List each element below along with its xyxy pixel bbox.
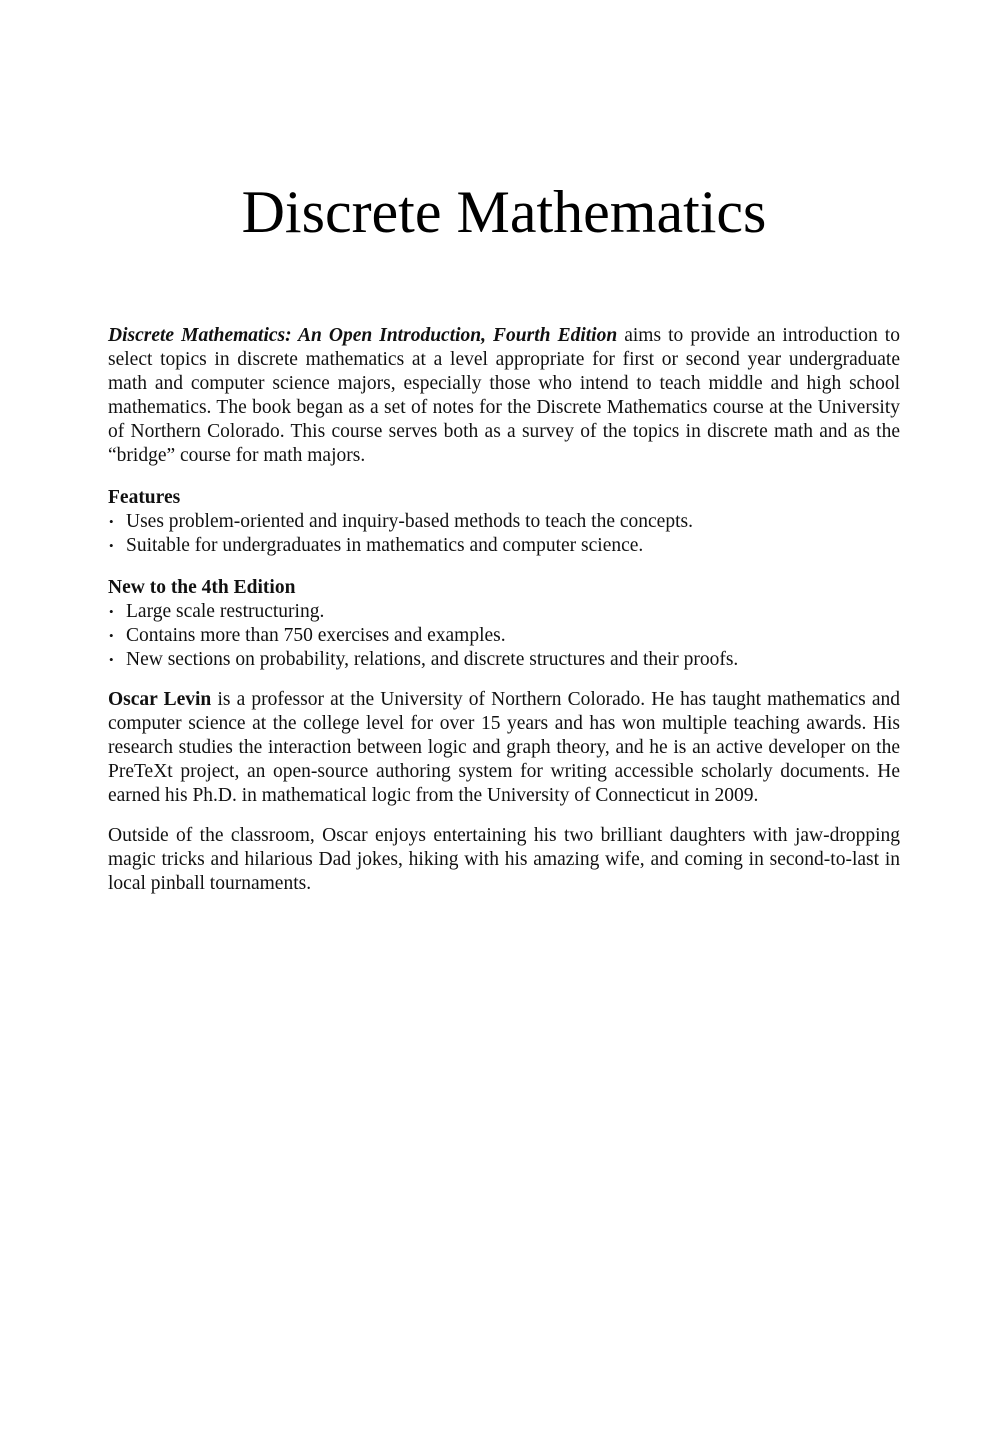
cover-text [108, 324, 900, 896]
features-heading: Features [108, 487, 181, 508]
bullet-icon: • [109, 514, 114, 529]
bullet-icon: • [109, 604, 114, 619]
bullet-icon: • [109, 538, 114, 553]
book-title: Discrete Mathematics: An Open Introduction, Fourth Edition [108, 325, 618, 346]
intro-text: aims to provide an introduction to select topics in discrete mathematics at a level appropriate for first or second year undergraduate math and computer science majors, especially those who intend to teach middle and high school mathematics. The book began as a set of notes for the Discrete Mathematics course at the University of Northern Colorado. This course serves both as a survey of the topics in discrete math and as the “bridge” course for math majors. [108, 325, 900, 466]
outside-classroom-paragraph: Outside of the classroom, Oscar enjoys entertaining his two brilliant daughters with jaw-dropping magic tricks and hilarious Dad jokes, hiking with his amazing wife, and coming in second-to-last in local pinball tournaments. [108, 825, 900, 894]
list-item [108, 510, 900, 534]
author-bio-text: is a professor at the University of Northern Colorado. He has taught mathematics and computer science at the college level for over 15 years and has won multiple teaching awards. His research studies the interaction between logic and graph theory, and he is an active developer on the PreTeXt project, an open-source authoring system for writing accessible scholarly documents. He earned his Ph.D. in mathematical logic from the University of Connecticut in 2009. [108, 689, 901, 806]
list-item [108, 648, 900, 672]
list-item-text: Suitable for undergraduates in mathematics and computer science. [126, 535, 644, 556]
list-item [108, 534, 900, 558]
list-item-text: Contains more than 750 exercises and examples. [126, 625, 506, 646]
bullet-icon: • [109, 628, 114, 643]
list-item-text: Large scale restructuring. [126, 601, 325, 622]
bullet-icon: • [109, 652, 114, 667]
list-item-text: New sections on probability, relations, and discrete structures and their proofs. [126, 649, 739, 670]
new-edition-list [108, 600, 900, 672]
author-name: Oscar Levin [108, 689, 212, 710]
page-title: Discrete Mathematics [241, 179, 767, 245]
new-edition-heading: New to the 4th Edition [108, 577, 296, 598]
list-item [108, 624, 900, 648]
features-list [108, 510, 900, 558]
list-item [108, 600, 900, 624]
list-item-text: Uses problem-oriented and inquiry-based methods to teach the concepts. [126, 511, 693, 532]
author-bio-paragraph [108, 688, 900, 808]
intro-paragraph [108, 324, 900, 468]
